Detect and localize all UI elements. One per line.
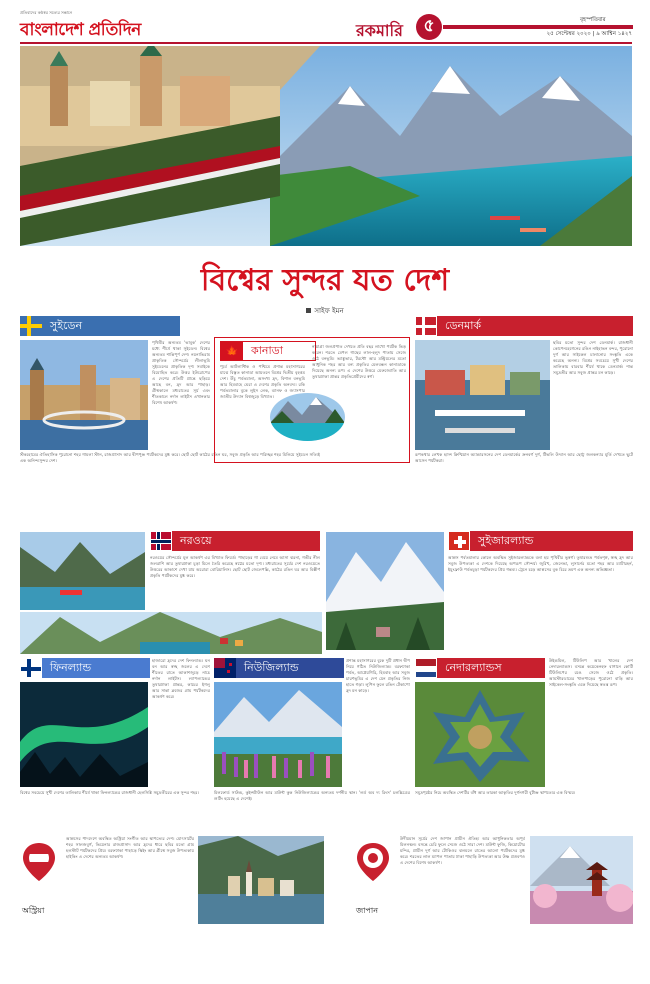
norway-title: নরওয়ে (180, 533, 212, 547)
japan-pagoda-photo (530, 836, 633, 924)
issue-date: ২৫ সেপ্টেম্বর ২০২০ | ৯ আশ্বিন ১৪২৭ (546, 31, 632, 37)
masthead-rule (443, 25, 633, 29)
sweden-header (20, 316, 180, 336)
canada-flag-icon: 🍁 (221, 341, 243, 361)
sweden-photo (20, 340, 148, 450)
norway-village-photo (20, 612, 322, 654)
newzealand-header (214, 658, 344, 678)
finland-header (20, 658, 150, 678)
netherlands-header (415, 658, 545, 678)
canada-text-col2: নায়াগ্রা জলপ্রপাত দেখতে প্রতি বছর লাখো পর্যটক ভিড় করেন। শরতে মেপল গাছের লাল-হলুদ পাতায় সেজে ওঠে বনভূমি। ভ্যাঙ্কুভার, টরন্টো আর মন্ট্রিয়লের মতো আধুনিক শহর আর বন্য প্রকৃতির মেলবন্ধন কানাডাকে দিয়েছে অনন্য রূপ। এ দেশের উত্তরে মেরুজ্যোতি আর তুষারঢাকা প্রান্তর প্রকৃতিপ্রেমীদের স্বর্গ। (312, 344, 406, 379)
japan-text: উদীয়মান সূর্যের দেশ জাপান প্রাচীন ঐতিহ্য আর আধুনিকতার অপূর্ব মিলনস্থল। বসন্তে চেরি ফুলে সেজে ওঠে সারা দেশ। মাউন্ট ফুজি, কিয়োটোর মন্দির, প্রাচীন দুর্গ আর টোকিওর ঝলমলে রাতের আলো পর্যটকদের মুগ্ধ করে। শরতের লাল ম্যাপল পাতায় ঢাকা পাহাড়ি উপত্যকা আর উষ্ণ প্রস্রবণও এ দেশের বিশেষ আকর্ষণ। (400, 836, 525, 865)
page-headline: বিশ্বের সুন্দর যত দেশ (200, 263, 450, 298)
issue-day: বৃহস্পতিবার (580, 17, 606, 23)
hero-landscape-photo (20, 46, 632, 246)
newzealand-side-text: প্রশান্ত মহাসাগরের বুকে দুটি প্রধান দ্বীপ নিয়ে গঠিত নিউজিল্যান্ড। বরফঢাকা পর্বত, আগ্নেয়গিরি, হিমবাহ আর সবুজ চারণভূমির এ দেশ যেন প্রকৃতির নিজ হাতে গড়া। লুপিন ফুলে রঙিন টেকাপো হ্রদ মন কাড়ে। (346, 658, 410, 693)
switzerland-title: সুইজারল্যান্ড (478, 533, 534, 547)
netherlands-fortress-photo (415, 682, 545, 787)
austria-text: আল্পসের পাদদেশে অবস্থিত অস্ট্রিয়া সংগীত আর স্থাপত্যের দেশ। মোৎসার্টের শহর সালজবুর্গ, ভিয়েনার রাজপ্রাসাদ আর হ্রদের ধারে ছবির মতো গ্রাম হলস্টাট পর্যটকদের প্রিয়। বরফঢাকা পাহাড়ে স্কিইং আর গ্রীষ্মে সবুজ উপত্যকায় হাইকিং এ দেশের অন্যতম আকর্ষণ। (66, 836, 194, 859)
switzerland-alps-photo (326, 532, 444, 650)
newzealand-lupin-photo (214, 682, 342, 787)
section-name: রকমারি (356, 21, 403, 40)
page-number-badge: ৫ (416, 14, 442, 40)
finland-title: ফিনল্যান্ড (50, 660, 92, 674)
switzerland-flag-icon (448, 531, 470, 551)
byline-author: সাইফ ইমন (314, 307, 344, 315)
denmark-side-text: ছবির মতো সুন্দর দেশ ডেনমার্ক। রাজধানী কোপেনহেগেনের রঙিন নাইহাভন বন্দর, পুরোনো দুর্গ আর সাইকেল চালানোর সংস্কৃতি একে করেছে অনন্য। বিশ্বের সবচেয়ে সুখী দেশের তালিকায় বারবার শীর্ষে থাকে ডেনমার্ক। শান্ত সমুদ্রতীর আর সবুজ প্রান্তর মন কাড়ে। (553, 340, 633, 375)
denmark-header (415, 316, 633, 336)
denmark-flag-icon (415, 316, 437, 336)
switzerland-text: আল্পস পর্বতমালার কোলে অবস্থিত সুইজারল্যান্ডকে বলা হয় পৃথিবীর ভূস্বর্গ। তুষারশুভ্র পর্বতশৃঙ্গ, স্বচ্ছ হ্রদ আর সবুজ উপত্যকা এ দেশকে দিয়েছে অপরূপ সৌন্দর্য। জুরিখ, জেনেভা, লুসার্নের মতো শহর আর ম্যাটারহর্ন, ইয়ুংফ্রাউ পর্বতচূড়া পর্যটকদের প্রিয় গন্তব্য। ট্রেনে চড়ে আল্পসের বুক চিরে ভ্রমণ এক অনন্য অভিজ্ঞতা। (448, 555, 633, 572)
japan-pin-badge (356, 842, 390, 882)
norway-text: নরওয়ের সৌন্দর্যের মূল আকর্ষণ এর বিখ্যাত ফিয়র্ড। পাহাড়ের গা বেয়ে নেমে আসা ঝরনা, গভীর নীল জলরাশি আর তুষারঢাকা চূড়া মিলে তৈরি করেছে স্বপ্নের মতো দৃশ্য। মধ্যরাতের সূর্যের দেশ নরওয়েতে উত্তরের আকাশে দেখা যায় অরোরা বোরিয়ালিস। ছোট ছোট জেলেপল্লি, কাঠের রঙিন ঘর আর বিস্তীর্ণ প্রকৃতি পর্যটকদের মুগ্ধ করে। (150, 555, 320, 578)
austria-hallstatt-photo (198, 836, 324, 924)
canada-title: কানাডা (251, 343, 283, 357)
denmark-photo (415, 340, 550, 450)
switzerland-header (448, 531, 633, 551)
finland-side-text: হাজারো হ্রদের দেশ ফিনল্যান্ড। ঘন বন আর স্বচ্ছ জলের এ দেশে শীতের রাতে আকাশজুড়ে নাচে নর্দান লাইটস। ল্যাপল্যান্ডের তুষারঢাকা প্রান্তর, কাচের ইগলু আর সান্তা ক্লজের গ্রাম পর্যটকদের আকর্ষণ করে। (152, 658, 210, 699)
norway-fjord-photo (20, 532, 145, 610)
newzealand-flag-icon (214, 658, 236, 678)
sweden-bottom-text: স্টকহোমের ঐতিহাসিক পুরোনো শহর গামলা স্টান, রাজপ্রাসাদ আর দ্বীপপুঞ্জ পর্যটকদের মুগ্ধ করে। ছোট ছোট কাঠের রঙিন ঘর, সবুজ প্রকৃতি আর পরিচ্ছন্ন শহর মিলিয়ে সুইডেন সত্যিই এক অনিন্দ্যসুন্দর দেশ। (20, 452, 320, 463)
newzealand-title: নিউজিল্যান্ড (244, 660, 299, 674)
netherlands-flag-icon (415, 658, 437, 678)
denmark-title: ডেনমার্ক (445, 318, 482, 332)
denmark-bottom-text: রূপকথার লেখক হ্যান্স ক্রিশ্চিয়ান অ্যান্ডারসনের দেশ ডেনমার্কের ক্রনবর্গ দুর্গ, টিভলি উদ্যান আর ছোট্ট জলকন্যার মূর্তি দেখতে ছুটে আসেন পর্যটকরা। (415, 452, 633, 463)
masthead-tagline: প্রতিবাদের কণ্ঠস্বর সত্যের সন্ধানে (20, 10, 73, 15)
norway-flag-icon (150, 531, 172, 551)
canada-text-col1: পূর্বে আটলান্টিক ও পশ্চিমে প্রশান্ত মহাসাগরের মাঝে বিস্তৃত কানাডা আয়তনে বিশ্বের দ্বিতীয় বৃহত্তম দেশ। উঁচু পর্বতমালা, অসংখ্য হ্রদ, বিশাল বনভূমি আর হিমবাহে ঘেরা এ দেশের প্রকৃতি অনবদ্য। রকি পর্বতমালার বুকে লুইস লেক, ব্যানফ ও জ্যাসপার জাতীয় উদ্যান বিশ্বজুড়ে বিখ্যাত। (220, 364, 305, 399)
sweden-title: সুইডেন (50, 318, 83, 332)
canada-header (220, 341, 316, 361)
norway-header (150, 531, 320, 551)
byline-square-icon (306, 308, 311, 313)
newzealand-bottom-text: মিলফোর্ড সাউন্ড, কুইন্সটাউন আর মাউন্ট কুক নিউজিল্যান্ডের অন্যতম দর্শনীয় স্থান। 'লর্ড অব দ্য রিংস' চলচ্চিত্রের শুটিং হয়েছে এ দেশেই। (214, 790, 410, 801)
masthead-divider (20, 42, 632, 44)
japan-title: জাপান (356, 906, 379, 915)
sweden-side-text: পৃথিবীর অন্যতম 'ভাবুক' দেশের মধ্যে শীর্ষে থাকা সুইডেন। বিশ্বের অন্যতম শান্তিপূর্ণ দেশ। নয়নাভিরাম প্রাকৃতিক সৌন্দর্যের লীলাভূমি সুইডেনের প্রাকৃতিক দৃশ্য সবাইকে বিমোহিত করে। উত্তর ইউরোপের এ দেশের প্রতিটি প্রান্তে ছড়িয়ে আছে বন, হ্রদ আর পাহাড়। গ্রীষ্মকালে মধ্যরাতের সূর্য এবং শীতকালে নর্দান লাইটস এখানকার বিশেষ আকর্ষণ। (152, 340, 210, 405)
austria-pin-badge (22, 842, 56, 882)
finland-aurora-photo (20, 682, 148, 787)
netherlands-bottom-text: সমুদ্রপৃষ্ঠের নিচে অবস্থিত দেশটির বাঁধ আর তারকা আকৃতির দুর্গনগরী বুর্টাঞ্জ স্থাপত্যের এক বিস্ময়। (415, 790, 576, 795)
finland-flag-icon (20, 658, 42, 678)
newspaper-logo: বাংলাদেশ প্রতিদিন (20, 20, 141, 40)
sweden-flag-icon (20, 316, 42, 336)
netherlands-title: নেদারল্যান্ডস (445, 660, 502, 674)
netherlands-side-text: উইন্ডমিল, টিউলিপ আর খালের দেশ নেদারল্যান্ডস। বসন্তে কয়েকেনহফ বাগানে কোটি টিউলিপের রঙে সেজে ওঠে প্রকৃতি। আমস্টারডামের খালপাড়ের পুরোনো বাড়ি আর সাইকেল-সংস্কৃতি একে দিয়েছে স্বতন্ত্র রূপ। (549, 658, 633, 687)
finland-bottom-text: বিশ্বের সবচেয়ে সুখী দেশের তালিকায় শীর্ষে থাকা ফিনল্যান্ডের রাজধানী হেলসিঙ্কি সমুদ্রতীরের এক সুন্দর শহর। (20, 790, 199, 795)
austria-title: অস্ট্রিয়া (22, 906, 45, 915)
byline (275, 305, 375, 317)
